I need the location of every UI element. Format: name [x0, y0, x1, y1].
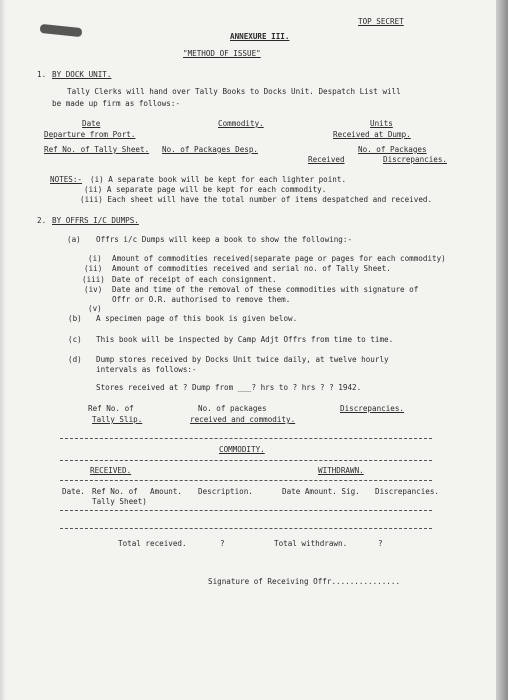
total-received-label: Total received. [118, 539, 187, 548]
signature-line: Signature of Receiving Offr............... [208, 577, 401, 586]
ledger-rule-2 [60, 460, 432, 461]
item-d-text2: intervals as follows:- [96, 365, 197, 374]
total-withdrawn-value: ? [378, 539, 383, 548]
section-2-number: 2. [37, 216, 47, 225]
received-commodity-label: received and commodity. [190, 415, 296, 424]
item-b-text: A specimen page of this book is given below. [96, 314, 298, 323]
section-2-heading: BY OFFRS I/C DUMPS. [52, 216, 139, 225]
ledger-col-date-amount-sig: Date Amount. Sig. [282, 487, 360, 496]
item-i-text: Amount of commodities received(separate page or pages for each commodity) [112, 254, 446, 263]
item-ii-label: (ii) [84, 264, 103, 273]
item-iv-text1: Date and time of the removal of these commodities with signature of [112, 285, 419, 294]
col-date: Date [82, 119, 101, 128]
total-received-value: ? [220, 539, 225, 548]
col-no-packages-desp: No. of Packages Desp. [162, 145, 259, 154]
note-3: (iii) Each sheet will have the total number of items despatched and received. [80, 195, 433, 204]
item-v-label: (v) [88, 304, 102, 313]
col-commodity: Commodity. [218, 119, 264, 128]
stores-received-line: Stores received at ? Dump from ___? hrs to ? hrs ? ? 1942. [96, 383, 362, 392]
left-paper-edge [0, 0, 6, 700]
col-no-packages: No. of Packages [358, 145, 427, 154]
col-received-at-dump: Received at Dump. [333, 130, 411, 139]
ledger-rule-4 [60, 510, 432, 511]
item-iv-text2: Offr or O.R. authorised to remove them. [112, 295, 291, 304]
tally-slip-label: Tally Slip. [92, 415, 143, 424]
no-packages-label: No. of packages [198, 404, 267, 413]
item-a-label: (a) [67, 235, 81, 244]
col-departure: Departure from Port. [44, 130, 136, 139]
item-c-label: (c) [68, 335, 82, 344]
section-1-para-line1: Tally Clerks will hand over Tally Books to Docks Unit. Despatch List will [67, 87, 401, 96]
ledger-withdrawn: WITHDRAWN. [318, 466, 364, 475]
section-1-para-line2: be made up firm as follows:- [52, 99, 181, 108]
ledger-col-tally-sheet: Tally Sheet) [92, 497, 147, 506]
item-a-text: Offrs i/c Dumps will keep a book to show the following:- [96, 235, 353, 244]
ledger-col-description: Description. [198, 487, 253, 496]
ledger-rule-top [60, 438, 432, 439]
col-ref-tally-sheet: Ref No. of Tally Sheet. [44, 145, 150, 154]
ledger-rule-5 [60, 528, 432, 529]
ref-no-label: Ref No. of [88, 404, 134, 413]
item-i-label: (i) [88, 254, 102, 263]
discrepancies-label: Discrepancies. [340, 404, 405, 413]
total-withdrawn-label: Total withdrawn. [274, 539, 348, 548]
right-scan-edge [496, 0, 508, 700]
ledger-col-date: Date. [62, 487, 85, 496]
item-iv-label: (iv) [84, 285, 103, 294]
ledger-received: RECEIVED. [90, 466, 132, 475]
ledger-commodity: COMMODITY. [219, 445, 265, 454]
col-discrepancies: Discrepancies. [383, 155, 448, 164]
section-1-number: 1. [37, 70, 47, 79]
document-title: "METHOD OF ISSUE" [183, 49, 261, 58]
security-ref: TOP SECRET [358, 17, 404, 26]
item-b-label: (b) [68, 314, 82, 323]
item-ii-text: Amount of commodities received and serial no. of Tally Sheet. [112, 264, 391, 273]
item-d-text1: Dump stores received by Docks Unit twice daily, at twelve hourly [96, 355, 389, 364]
col-units: Units [370, 119, 393, 128]
ledger-col-amount: Amount. [150, 487, 183, 496]
annex-title: ANNEXURE III. [230, 32, 290, 41]
ledger-col-ref: Ref No. of [92, 487, 138, 496]
note-2: (ii) A separate page will be kept for each commodity. [84, 185, 327, 194]
ledger-rule-3 [60, 480, 432, 481]
notes-label: NOTES:- [50, 175, 83, 184]
item-iii-text: Date of receipt of each consignment. [112, 275, 277, 284]
col-received: Received [308, 155, 345, 164]
item-c-text: This book will be inspected by Camp Adjt Offrs from time to time. [96, 335, 394, 344]
ledger-col-discrepancies: Discrepancies. [375, 487, 440, 496]
section-1-heading: BY DOCK UNIT. [52, 70, 112, 79]
ink-smudge [40, 24, 83, 37]
item-iii-label: (iii) [82, 275, 105, 284]
item-d-label: (d) [68, 355, 82, 364]
note-1: (i) A separate book will be kept for each lighter point. [90, 175, 347, 184]
